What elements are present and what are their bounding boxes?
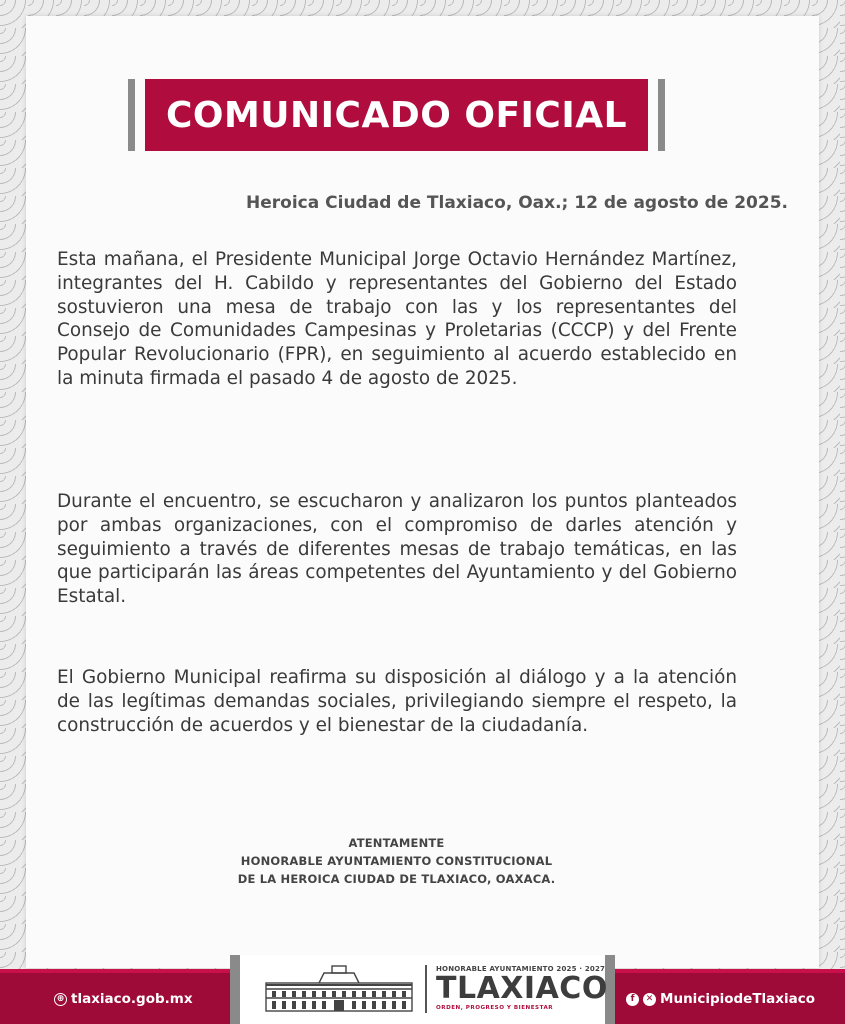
paragraph-2: Durante el encuentro, se escucharon y analizaron los puntos planteados por ambas organizaciones, con el compromiso de darles atención y seguimiento a través de diferentes mesas de trabajo temáticas, en las que participarán las áreas competentes del Ayuntamiento y del Gobierno Estatal. xyxy=(57,491,737,608)
title-left-bar xyxy=(128,79,135,151)
social-handle[interactable] xyxy=(626,991,815,1007)
signature-line-3: DE LA HEROICA CIUDAD DE TLAXIACO, OAXACA. xyxy=(237,872,556,886)
logo-motto: ORDEN, PROGRESO Y BIENESTAR xyxy=(436,1005,554,1011)
palace-building-icon xyxy=(264,965,414,1013)
paragraph-1: Esta mañana, el Presidente Municipal Jorge Octavio Hernández Martínez, integrantes del H. Cabildo y representantes del Gobierno del Estado sostuvieron una mesa de trabajo con las y los representantes del Consejo de Comunidades Campesinas y Proletarias (CCCP) y del Frente Popular Revolucionario (FPR), en seguimiento al acuerdo establecido en la minuta firmada el pasado 4 de agosto de 2025. xyxy=(57,249,737,389)
facebook-icon: f xyxy=(626,993,639,1006)
globe-icon: ⊕ xyxy=(54,993,67,1006)
logo-divider xyxy=(425,965,427,1013)
dateline: Heroica Ciudad de Tlaxiaco, Oax.; 12 de agosto de 2025. xyxy=(246,193,788,213)
signature-line-2: HONORABLE AYUNTAMIENTO CONSTITUCIONAL xyxy=(240,854,553,868)
page-title: COMUNICADO OFICIAL xyxy=(145,79,648,151)
website-text: tlaxiaco.gob.mx xyxy=(71,991,193,1007)
social-text: MunicipiodeTlaxiaco xyxy=(660,991,815,1007)
logo-name: TLAXIACO xyxy=(436,971,608,1006)
x-icon: ✕ xyxy=(643,993,656,1006)
title-banner xyxy=(128,79,665,151)
title-right-bar xyxy=(658,79,665,151)
signature-line-1: ATENTAMENTE xyxy=(348,836,445,850)
paragraph-3: El Gobierno Municipal reafirma su disposición al diálogo y a la atención de las legítimas demandas sociales, privilegiando siempre el respeto, la construcción de acuerdos y el bienestar de la ciudadanía. xyxy=(57,667,737,736)
logo-panel xyxy=(230,955,615,1024)
signature-block xyxy=(200,834,593,888)
logo-top-line: HONORABLE AYUNTAMIENTO 2025 · 2027 xyxy=(436,965,606,973)
logo-text xyxy=(436,965,608,1011)
website-link[interactable] xyxy=(54,991,193,1007)
